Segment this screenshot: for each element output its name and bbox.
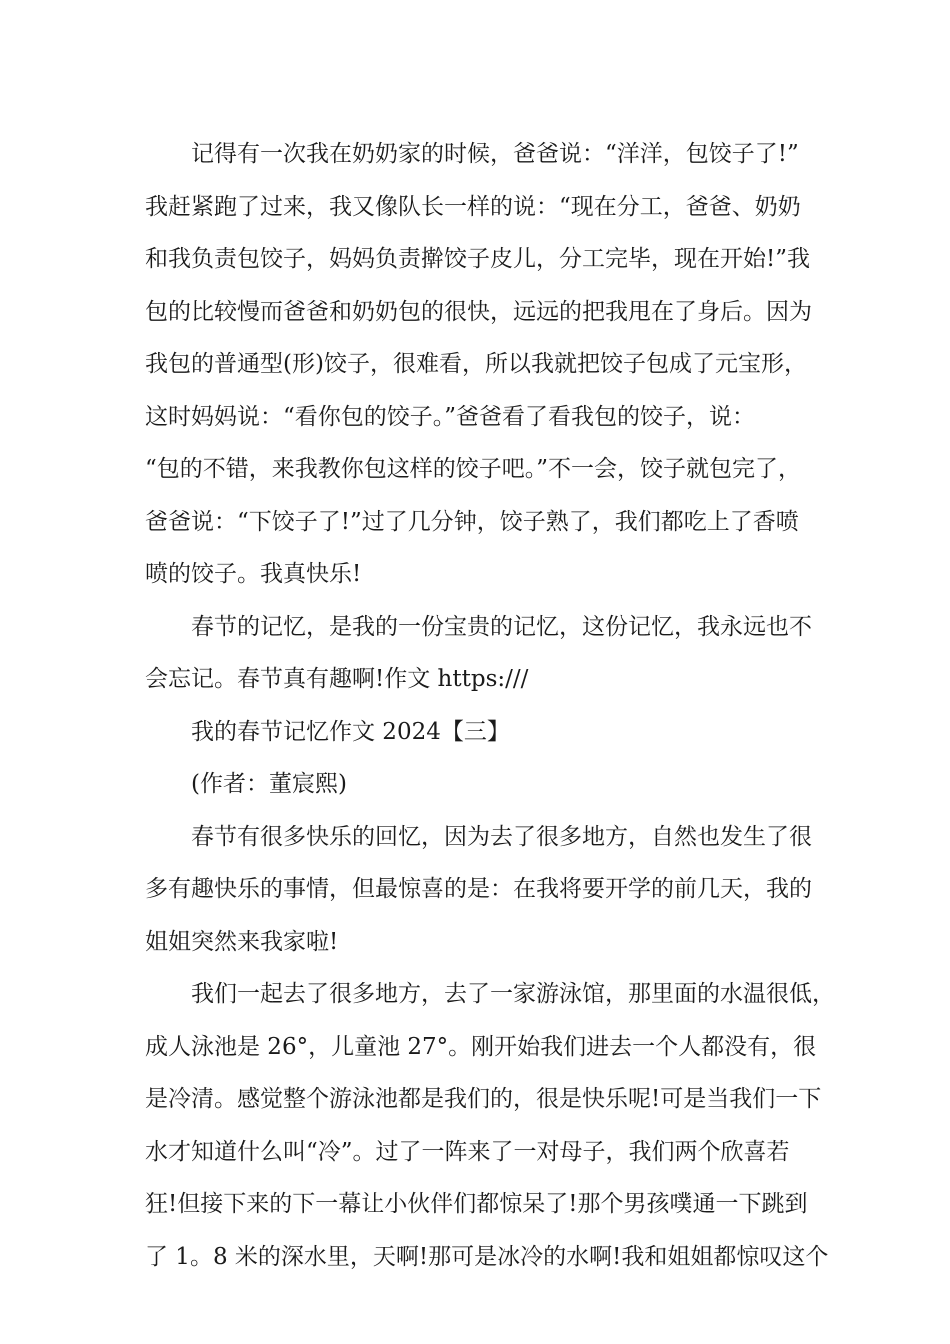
text-line: 春节的记忆，是我的一份宝贵的记忆，这份记忆，我永远也不 [191,613,812,640]
paragraph-dumplings [145,128,810,601]
text-line: 狂!但接下来的下一幕让小伙伴们都惊呆了!那个男孩噗通一下跳到 [145,1191,808,1217]
text-line: 成人泳池是 26°，儿童池 27°。刚开始我们进去一个人都没有，很 [145,1033,817,1060]
paragraph-memory [145,601,810,706]
text-line: 水才知道什么叫“冷”。过了一阵来了一对母子，我们两个欣喜若 [145,1138,790,1165]
section-title: 我的春节记忆作文 2024【三】 [191,718,510,745]
text-line: 是冷清。感觉整个游泳池都是我们的，很是快乐呢!可是当我们一下 [145,1086,822,1112]
text-line: 我包的普通型(形)饺子，很难看，所以我就把饺子包成了元宝形， [145,351,807,377]
text-line: 这时妈妈说：“看你包的饺子。”爸爸看了看我包的饺子，说： [145,403,756,430]
text-line: 春节有很多快乐的回忆，因为去了很多地方，自然也发生了很 [191,823,812,850]
text-line: 喷的饺子。我真快乐! [145,561,362,587]
text-line: 我赶紧跑了过来，我又像队长一样的说：“现在分工，爸爸、奶奶 [145,193,801,220]
text-line: “包的不错，来我教你包这样的饺子吧。”不一会，饺子就包完了， [145,456,802,482]
text-line: 我们一起去了很多地方，去了一家游泳馆，那里面的水温很低， [191,981,835,1007]
text-line: 包的比较慢而爸爸和奶奶包的很快，远远的把我甩在了身后。因为 [145,298,812,325]
text-line: 了 1。8 米的深水里，天啊!那可是冰冷的水啊!我和姐姐都惊叹这个 [145,1243,829,1270]
text-line: 和我负责包饺子，妈妈负责擀饺子皮儿，分工完毕，现在开始!”我 [145,246,811,272]
text-line: 会忘记。春节真有趣啊!作文 https:/// [145,666,529,692]
text-line: 多有趣快乐的事情，但最惊喜的是：在我将要开学的前几天，我的 [145,876,812,902]
paragraph-swimming [145,968,835,1283]
text-line: 爸爸说：“下饺子了!”过了几分钟，饺子熟了，我们都吃上了香喷 [145,508,799,535]
paragraph-surprise [145,811,810,969]
author-line: (作者：董宸熙) [191,771,347,797]
text-line: 姐姐突然来我家啦! [145,928,339,955]
text-line: 记得有一次我在奶奶家的时候，爸爸说：“洋洋，包饺子了!” [191,141,799,167]
document-body [145,128,835,1283]
